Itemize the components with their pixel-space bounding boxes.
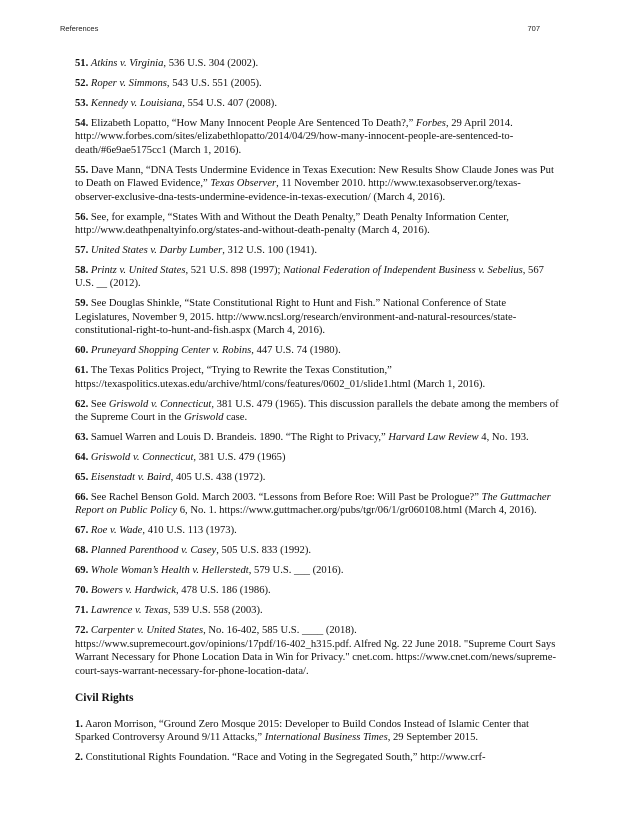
endnote-number: 65.	[75, 472, 89, 484]
endnote-list	[75, 57, 560, 678]
endnote	[75, 751, 560, 764]
endnote-number: 72.	[75, 625, 89, 637]
endnote-italic-text: Carpenter v. United States	[90, 625, 204, 637]
endnote-italic-text: United States v. Darby Lumber	[90, 245, 223, 257]
endnote-italic-text: Eisenstadt v. Baird	[90, 472, 171, 484]
endnote	[75, 398, 560, 425]
endnote-italic-text: The Guttmacher Report on Public Policy	[75, 492, 551, 517]
endnote-number: 60.	[75, 345, 89, 357]
endnote-text: , 405 U.S. 438 (1972).	[170, 472, 266, 484]
page-number: 707	[527, 24, 540, 33]
endnote-text: , 11 November 2010. http://www.texasobserver.org/texas-observer-exclusive-dna-tests-undermine-evidence-in-texas-execution/ (March 4, 2016).	[75, 178, 521, 203]
endnote	[75, 604, 560, 617]
endnote	[75, 624, 560, 678]
endnote-text: , 312 U.S. 100 (1941).	[222, 245, 317, 257]
endnote-number: 53.	[75, 98, 89, 109]
endnote-italic-text: Roe v. Wade	[90, 525, 143, 537]
endnote-text: See, for example, “States With and Without the Death Penalty,” Death Penalty Information Center, http://www.deathpenaltyinfo.org/states-and-without-death-penalty (March 4, 2016).	[75, 211, 509, 237]
endnote-text: , 447 U.S. 74 (1980).	[251, 345, 341, 357]
endnote-italic-text: Roper v. Simmons	[90, 78, 167, 89]
endnote-number: 61.	[75, 365, 89, 377]
endnote-italic-text: Forbes	[415, 118, 446, 129]
endnote-italic-text: Pruneyard Shopping Center v. Robins	[90, 345, 252, 357]
endnotes	[75, 57, 560, 771]
endnote-text: , 381 U.S. 479 (1965). This discussion parallels the debate among the members of the Supreme Court in the	[75, 398, 559, 424]
endnote	[75, 491, 560, 518]
endnote-number: 54.	[75, 118, 89, 129]
endnote-number: 57.	[75, 245, 89, 257]
endnote-italic-text: Planned Parenthood v. Casey	[90, 545, 217, 557]
endnote-number: 68.	[75, 545, 89, 557]
endnote-text: , 29 September 2015.	[387, 731, 479, 743]
endnote	[75, 544, 560, 557]
endnote-text: case.	[223, 412, 248, 424]
endnote-number: 70.	[75, 585, 89, 597]
endnote-text: , 579 U.S. ___ (2016).	[248, 565, 344, 577]
endnote-text: , 543 U.S. 551 (2005).	[166, 78, 262, 89]
endnote-text: 4, No. 193.	[478, 432, 529, 444]
endnote-text: See	[90, 398, 109, 410]
endnote-text: , 505 U.S. 833 (1992).	[216, 545, 312, 557]
endnote-number: 52.	[75, 78, 89, 89]
endnote-text: , 29 April 2014. http://www.forbes.com/sites/elizabethlopatto/2014/04/29/how-many-innocent-people-are-sentenced-to-death/#6e9ae5175cc1 (March 1, 2016).	[75, 118, 514, 156]
endnote	[75, 524, 560, 537]
endnote-number: 58.	[75, 265, 89, 277]
endnote-text: Samuel Warren and Louis D. Brandeis. 1890. “The Right to Privacy,”	[90, 432, 389, 444]
endnote	[75, 364, 560, 391]
endnote-text: , 521 U.S. 898 (1997);	[185, 265, 284, 277]
endnote-italic-text: Whole Woman’s Health v. Hellerstedt	[90, 565, 249, 577]
endnote-text: , No. 16-402, 585 U.S. ____ (2018). https://www.supremecourt.gov/opinions/17pdf/16-402_h315.pdf. Alfred Ng. 22 June 2018. "Supreme Court Says Warrant Necessary for Phone Location Data in Win for Privacy." cnet.com. https://www.cnet.com/news/supreme-court-says-warrant-necessary-for-phone-location-data/.	[75, 625, 556, 677]
endnote	[75, 77, 560, 90]
endnote-number: 71.	[75, 605, 89, 617]
endnote-text: 6, No. 1. https://www.guttmacher.org/pubs/tgr/06/1/gr060108.html (March 4, 2016).	[177, 505, 537, 517]
endnote-italic-text: Griswold	[184, 412, 224, 424]
endnote-text: , 539 U.S. 558 (2003).	[167, 605, 263, 617]
endnote-italic-text: Griswold v. Connecticut	[108, 398, 212, 410]
running-head	[60, 24, 540, 33]
endnote-text: Aaron Morrison, “Ground Zero Mosque 2015: Developer to Build Condos Instead of Islamic Center that Sparked Controversy Around 9/11 Attacks,”	[75, 718, 529, 743]
endnote-number: 51.	[75, 58, 89, 69]
endnote	[75, 264, 560, 291]
endnote-number: 63.	[75, 432, 89, 444]
running-head-title: References	[60, 24, 99, 33]
endnote-italic-text: Lawrence v. Texas	[90, 605, 168, 617]
endnote-number: 59.	[75, 298, 89, 310]
endnote-italic-text: Printz v. United States	[90, 265, 186, 277]
endnote-number: 55.	[75, 164, 89, 176]
endnote	[75, 564, 560, 577]
endnote	[75, 57, 560, 70]
endnote-italic-text: Texas Observer	[210, 178, 277, 190]
endnote-text: The Texas Politics Project, “Trying to Rewrite the Texas Constitution,” https://texaspolitics.utexas.edu/archive/html/cons/features/0602_01/slide1.html (March 1, 2016).	[75, 365, 486, 390]
endnote	[75, 718, 560, 745]
endnote-number: 56.	[75, 211, 89, 223]
endnote-text: Constitutional Rights Foundation. “Race and Voting in the Segregated South,” http://www.crf-	[85, 751, 486, 763]
endnote-italic-text: Kennedy v. Louisiana	[90, 98, 183, 109]
endnote-number: 69.	[75, 565, 89, 577]
endnote-text: , 536 U.S. 304 (2002).	[163, 58, 259, 69]
endnote	[75, 244, 560, 257]
endnote	[75, 211, 560, 238]
endnote-text: , 381 U.S. 479 (1965)	[193, 452, 286, 464]
endnote	[75, 344, 560, 357]
endnote-italic-text: Bowers v. Hardwick	[90, 585, 176, 597]
endnote-italic-text: Harvard Law Review	[388, 432, 479, 444]
endnote-text: , 410 U.S. 113 (1973).	[142, 525, 237, 537]
endnote-italic-text: Griswold v. Connecticut	[90, 452, 194, 464]
endnote-text: , 478 U.S. 186 (1986).	[175, 585, 271, 597]
endnote-number: 2.	[75, 751, 83, 763]
endnote-italic-text: International Business Times	[264, 731, 388, 743]
section-endnote-list	[75, 718, 560, 765]
endnote	[75, 451, 560, 464]
endnote-number: 67.	[75, 525, 89, 537]
endnote-number: 66.	[75, 492, 89, 504]
endnote	[75, 297, 560, 337]
section-heading: Civil Rights	[75, 692, 134, 705]
endnote	[75, 471, 560, 484]
endnote	[75, 117, 560, 157]
endnote-text: , 554 U.S. 407 (2008).	[182, 98, 277, 109]
endnote-text: See Rachel Benson Gold. March 2003. “Lessons from Before Roe: Will Past be Prologue?”	[90, 492, 482, 504]
endnote-text: , 567 U.S. __ (2012).	[75, 265, 544, 290]
endnote-italic-text: National Federation of Independent Business v. Sebelius	[283, 265, 523, 277]
endnote-number: 64.	[75, 452, 89, 464]
endnote	[75, 97, 560, 110]
endnote-text: Dave Mann, “DNA Tests Undermine Evidence in Texas Execution: New Results Show Claude Jones was Put to Death on Flawed Evidence,”	[75, 164, 554, 190]
endnote-italic-text: Atkins v. Virginia	[90, 58, 164, 69]
endnote	[75, 431, 560, 444]
endnote	[75, 584, 560, 597]
endnote-number: 62.	[75, 398, 89, 410]
endnote-text: See Douglas Shinkle, “State Constitutional Right to Hunt and Fish.” National Conference of State Legislatures, November 9, 2015. http://www.ncsl.org/research/environment-and-natural-resources/state-constitutional-right-to-hunt-and-fish.aspx (March 4, 2016).	[75, 298, 517, 337]
endnote-number: 1.	[75, 718, 83, 730]
endnote-text: Elizabeth Lopatto, “How Many Innocent People Are Sentenced To Death?,”	[90, 118, 416, 129]
endnote	[75, 164, 560, 204]
